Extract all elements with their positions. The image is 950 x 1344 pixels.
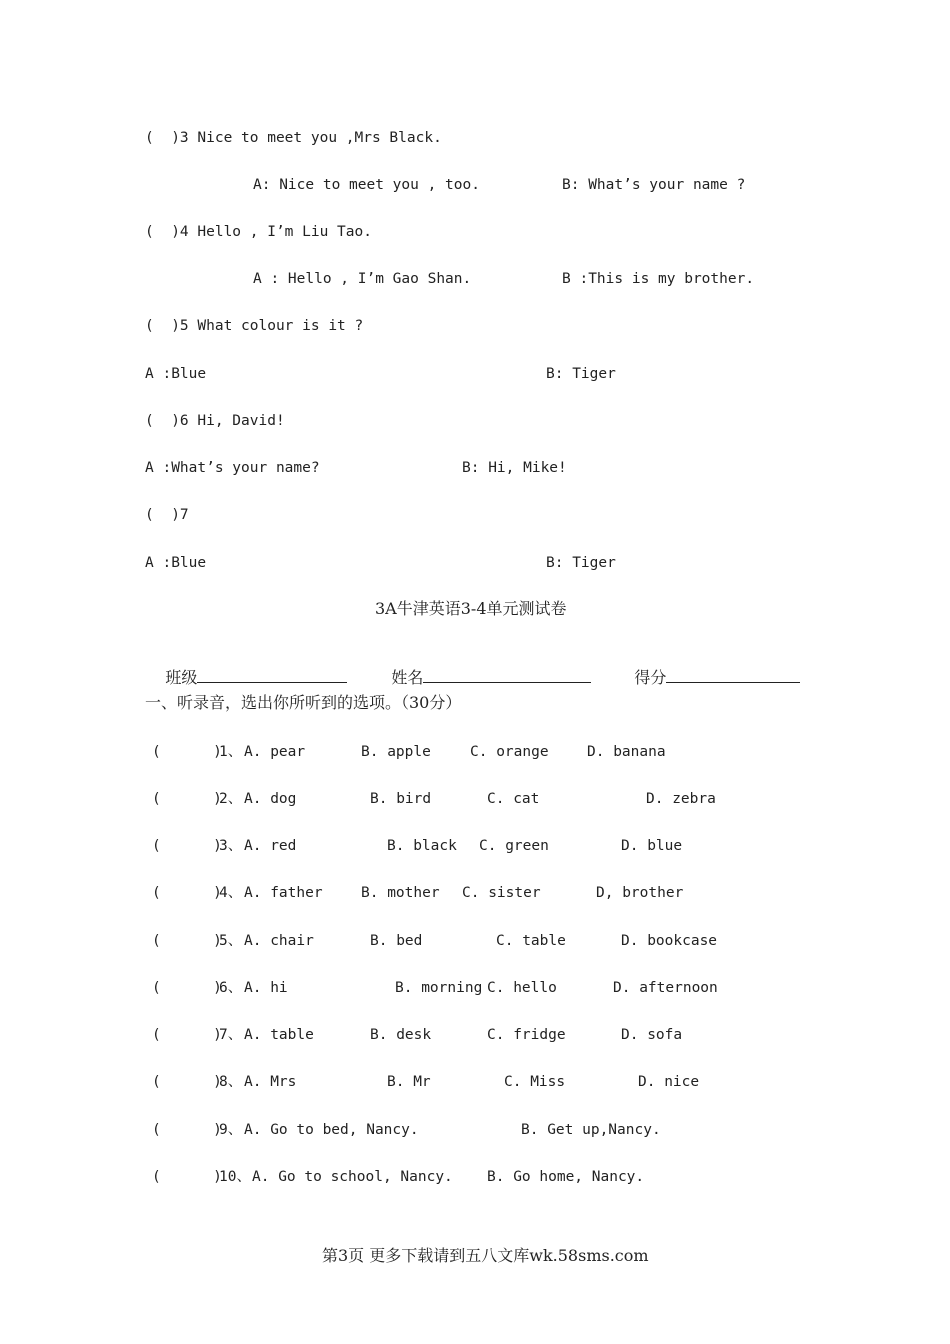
listening-row-7-a: A. table <box>244 1027 314 1043</box>
question-3-option-a: A: Nice to meet you , too. <box>253 177 480 193</box>
listening-row-4-a: A. father <box>244 885 323 901</box>
listening-row-9-paren: ( ) <box>152 1122 222 1138</box>
listening-row-5-num: 5、 <box>219 933 243 949</box>
listening-row-1-c: C. orange <box>470 744 549 760</box>
listening-row-2-d: D. zebra <box>646 791 716 807</box>
listening-row-5-c: C. table <box>496 933 566 949</box>
listening-row-7-d: D. sofa <box>621 1027 683 1043</box>
listening-row-4-num: 4、 <box>219 885 243 901</box>
listening-row-3-d: D. blue <box>621 838 683 854</box>
question-4-option-b: B :This is my brother. <box>562 271 755 287</box>
question-6-option-a: A :What’s your name? <box>145 460 320 476</box>
question-4-option-a: A : Hello , I’m Gao Shan. <box>253 271 472 287</box>
name-label: 姓名 <box>391 668 424 687</box>
question-4-stem: ( )4 Hello , I’m Liu Tao. <box>145 224 372 240</box>
listening-row-7-paren: ( ) <box>152 1027 222 1043</box>
listening-row-3-c: C. green <box>479 838 549 854</box>
listening-row-3-b: B. black <box>387 838 457 854</box>
listening-row-3-a: A. red <box>244 838 297 854</box>
section-1-heading: 一、听录音，选出你所听到的选项。（30分） <box>145 693 462 712</box>
question-5-option-b: B: Tiger <box>546 366 616 382</box>
listening-row-9-num: 9、 <box>219 1122 243 1138</box>
listening-row-7-num: 7、 <box>219 1027 243 1043</box>
listening-row-6-paren: ( ) <box>152 980 222 996</box>
question-3-stem: ( )3 Nice to meet you ,Mrs Black. <box>145 130 442 146</box>
listening-row-8-d: D. nice <box>638 1074 700 1090</box>
listening-row-1-num: 1、 <box>219 744 243 760</box>
listening-row-1-paren: ( ) <box>152 744 222 760</box>
listening-row-5-d: D. bookcase <box>621 933 718 949</box>
listening-row-2-num: 2、 <box>219 791 243 807</box>
listening-row-8-c: C. Miss <box>504 1074 566 1090</box>
listening-row-10-paren: ( ) <box>152 1169 222 1185</box>
listening-row-2-b: B. bird <box>370 791 432 807</box>
question-7-option-a: A :Blue <box>145 555 207 571</box>
listening-row-2-c: C. cat <box>487 791 540 807</box>
listening-row-8-num: 8、 <box>219 1074 243 1090</box>
score-field <box>614 646 800 708</box>
listening-row-9-b: B. Get up,Nancy. <box>521 1122 661 1138</box>
listening-row-1-d: D. banana <box>587 744 666 760</box>
question-5-stem: ( )5 What colour is it ? <box>145 318 364 334</box>
name-blank <box>423 666 591 683</box>
listening-row-5-b: B. bed <box>370 933 423 949</box>
listening-row-2-a: A. dog <box>244 791 297 807</box>
listening-row-5-a: A. chair <box>244 933 314 949</box>
listening-row-4-c: C. sister <box>462 885 541 901</box>
listening-row-1-b: B. apple <box>361 744 431 760</box>
listening-row-6-b: B. morning <box>395 980 483 996</box>
listening-row-1-a: A. pear <box>244 744 306 760</box>
class-label: 班级 <box>165 668 198 687</box>
listening-row-10-b: B. Go home, Nancy. <box>487 1169 645 1185</box>
listening-row-6-num: 6、 <box>219 980 243 996</box>
listening-row-3-paren: ( ) <box>152 838 222 854</box>
listening-row-4-paren: ( ) <box>152 885 222 901</box>
question-6-option-b: B: Hi, Mike! <box>462 460 567 476</box>
class-blank <box>197 666 347 683</box>
listening-row-6-a: A. hi <box>244 980 288 996</box>
listening-row-6-c: C. hello <box>487 980 557 996</box>
listening-row-2-paren: ( ) <box>152 791 222 807</box>
listening-row-4-b: B. mother <box>361 885 440 901</box>
question-7-option-b: B: Tiger <box>546 555 616 571</box>
listening-row-8-b: B. Mr <box>387 1074 431 1090</box>
listening-row-9-a: A. Go to bed, Nancy. <box>244 1122 419 1138</box>
listening-row-10-num: 10、 <box>219 1169 251 1185</box>
listening-row-3-num: 3、 <box>219 838 243 854</box>
listening-row-10-a: A. Go to school, Nancy. <box>252 1169 453 1185</box>
question-5-option-a: A :Blue <box>145 366 207 382</box>
listening-row-7-b: B. desk <box>370 1027 432 1043</box>
question-7-stem: ( )7 <box>145 507 189 523</box>
listening-row-7-c: C. fridge <box>487 1027 566 1043</box>
test-title: 3A牛津英语3-4单元测试卷 <box>375 599 567 618</box>
page-footer: 第3页 更多下载请到五八文库wk.58sms.com <box>322 1246 649 1265</box>
question-3-option-b: B: What’s your name ? <box>562 177 746 193</box>
listening-row-8-a: A. Mrs <box>244 1074 297 1090</box>
listening-row-5-paren: ( ) <box>152 933 222 949</box>
listening-row-4-d: D, brother <box>596 885 684 901</box>
score-label: 得分 <box>634 668 667 687</box>
listening-row-8-paren: ( ) <box>152 1074 222 1090</box>
question-6-stem: ( )6 Hi, David! <box>145 413 285 429</box>
listening-row-6-d: D. afternoon <box>613 980 718 996</box>
score-blank <box>666 666 800 683</box>
